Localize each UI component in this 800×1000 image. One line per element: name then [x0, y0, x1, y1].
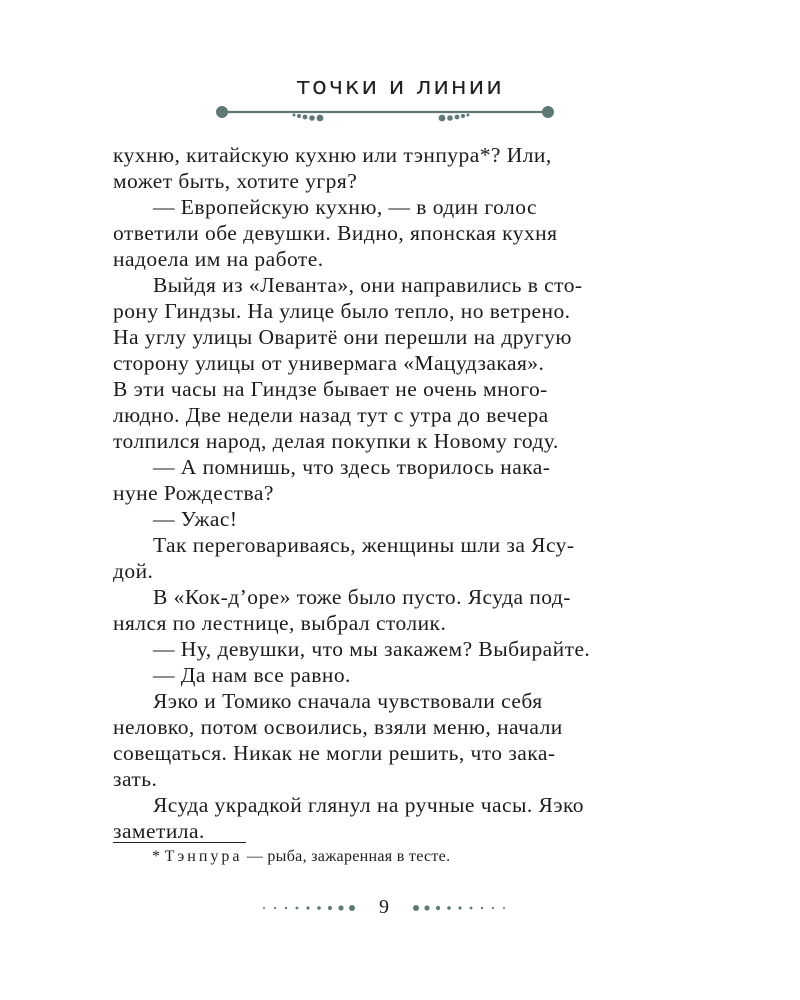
text-line: — Ужас!: [153, 507, 238, 531]
text-line: неловко, потом освоились, взяли меню, начали: [113, 715, 563, 739]
paragraph: [113, 194, 654, 272]
paragraph: [113, 688, 654, 792]
footnote-rule: [113, 842, 246, 843]
paragraph: [113, 506, 654, 532]
paragraph: [113, 532, 654, 584]
paragraph: [113, 662, 654, 688]
text-line: нуне Рождества?: [113, 481, 274, 505]
text-line: заметила.: [113, 819, 205, 843]
footer-dot: [436, 906, 440, 910]
text-line: людно. Две недели назад тут с утра до вечера: [113, 403, 549, 427]
text-line: Выйдя из «Леванта», они направились в сто-: [153, 273, 583, 297]
text-line: может быть, хотите угря?: [113, 169, 358, 193]
text-line: зать.: [113, 767, 158, 791]
footer-dot: [328, 906, 332, 910]
ornament-end-circle: [543, 107, 554, 118]
footer-dot: [263, 907, 265, 909]
text-line: Ясуда украдкой глянул на ручные часы. Яэко: [153, 793, 585, 817]
ornament-bead: [309, 115, 315, 121]
text-line: В эти часы на Гиндзе бывает не очень много-: [113, 377, 548, 401]
paragraph: [113, 142, 654, 194]
running-header-title: точки и линии: [296, 72, 504, 100]
footer-dot: [481, 907, 483, 909]
body-text: [113, 142, 654, 844]
text-line: На углу улицы Оваритё они перешли на другую: [113, 325, 572, 349]
text-line: толпился народ, делая покупки к Новому году.: [113, 429, 559, 453]
text-line: кухню, китайскую кухню или тэнпура*? Или,: [113, 143, 552, 167]
footnote-term: Тэнпура: [164, 848, 243, 865]
footer-dot: [492, 907, 494, 909]
footer-dot: [458, 906, 461, 909]
footnote: [152, 848, 450, 866]
text-line: Так переговариваясь, женщины шли за Ясу-: [153, 533, 575, 557]
page-footer: [0, 896, 800, 926]
text-line: — А помнишь, что здесь творилось нака-: [153, 455, 551, 479]
footer-dot: [424, 905, 429, 910]
paragraph: [113, 792, 654, 844]
ornament-bead: [297, 114, 301, 118]
paragraph: [113, 454, 654, 506]
text-line: сторону улицы от универмага «Мацудзакая».: [113, 351, 545, 375]
text-line: В «Кок-д’оре» тоже было пусто. Ясуда под-: [153, 585, 571, 609]
paragraph: [113, 584, 654, 636]
text-line: — Да нам все равно.: [153, 663, 351, 687]
ornament-bead: [461, 114, 465, 118]
footer-dot: [317, 906, 321, 910]
header-ornament: [210, 102, 560, 128]
ornament-bead: [447, 115, 453, 121]
footer-dot: [470, 907, 473, 910]
text-line: ответили обе девушки. Видно, японская кухня: [113, 221, 558, 245]
ornament-bead: [467, 114, 470, 117]
footnote-marker: *: [152, 848, 165, 865]
ornament-bead: [293, 114, 296, 117]
text-line: совещаться. Никак не могли решить, что зака-: [113, 741, 556, 765]
footer-dot: [503, 907, 505, 909]
footnote-text: — рыба, зажаренная в тесте.: [242, 848, 451, 865]
ornament-bead: [439, 115, 446, 122]
footer-dots-left: [258, 902, 358, 914]
page-number: 9: [379, 896, 389, 918]
ornament-end-circle: [217, 107, 228, 118]
footer-dots-right: [410, 902, 510, 914]
footer-dot: [447, 906, 451, 910]
ornament-bead: [303, 115, 308, 120]
paragraph: [113, 272, 654, 454]
ornament-bead: [317, 115, 324, 122]
text-line: дой.: [113, 559, 154, 583]
text-line: Яэко и Томико сначала чувствовали себя: [153, 689, 543, 713]
text-line: рону Гиндзы. На улице было тепло, но ветрено.: [113, 299, 571, 323]
paragraph: [113, 636, 654, 662]
footer-dot: [306, 906, 309, 909]
footer-dot: [338, 905, 343, 910]
footer-dot: [296, 907, 299, 910]
text-line: — Европейскую кухню, — в один голос: [153, 195, 537, 219]
ornament-bead: [455, 115, 460, 120]
footer-dot: [413, 905, 419, 911]
text-line: — Ну, девушки, что мы закажем? Выбирайте.: [153, 637, 591, 661]
text-line: надоела им на работе.: [113, 247, 324, 271]
footer-dot: [274, 907, 276, 909]
footer-dot: [349, 905, 355, 911]
text-line: нялся по лестнице, выбрал столик.: [113, 611, 447, 635]
footer-dot: [285, 907, 287, 909]
